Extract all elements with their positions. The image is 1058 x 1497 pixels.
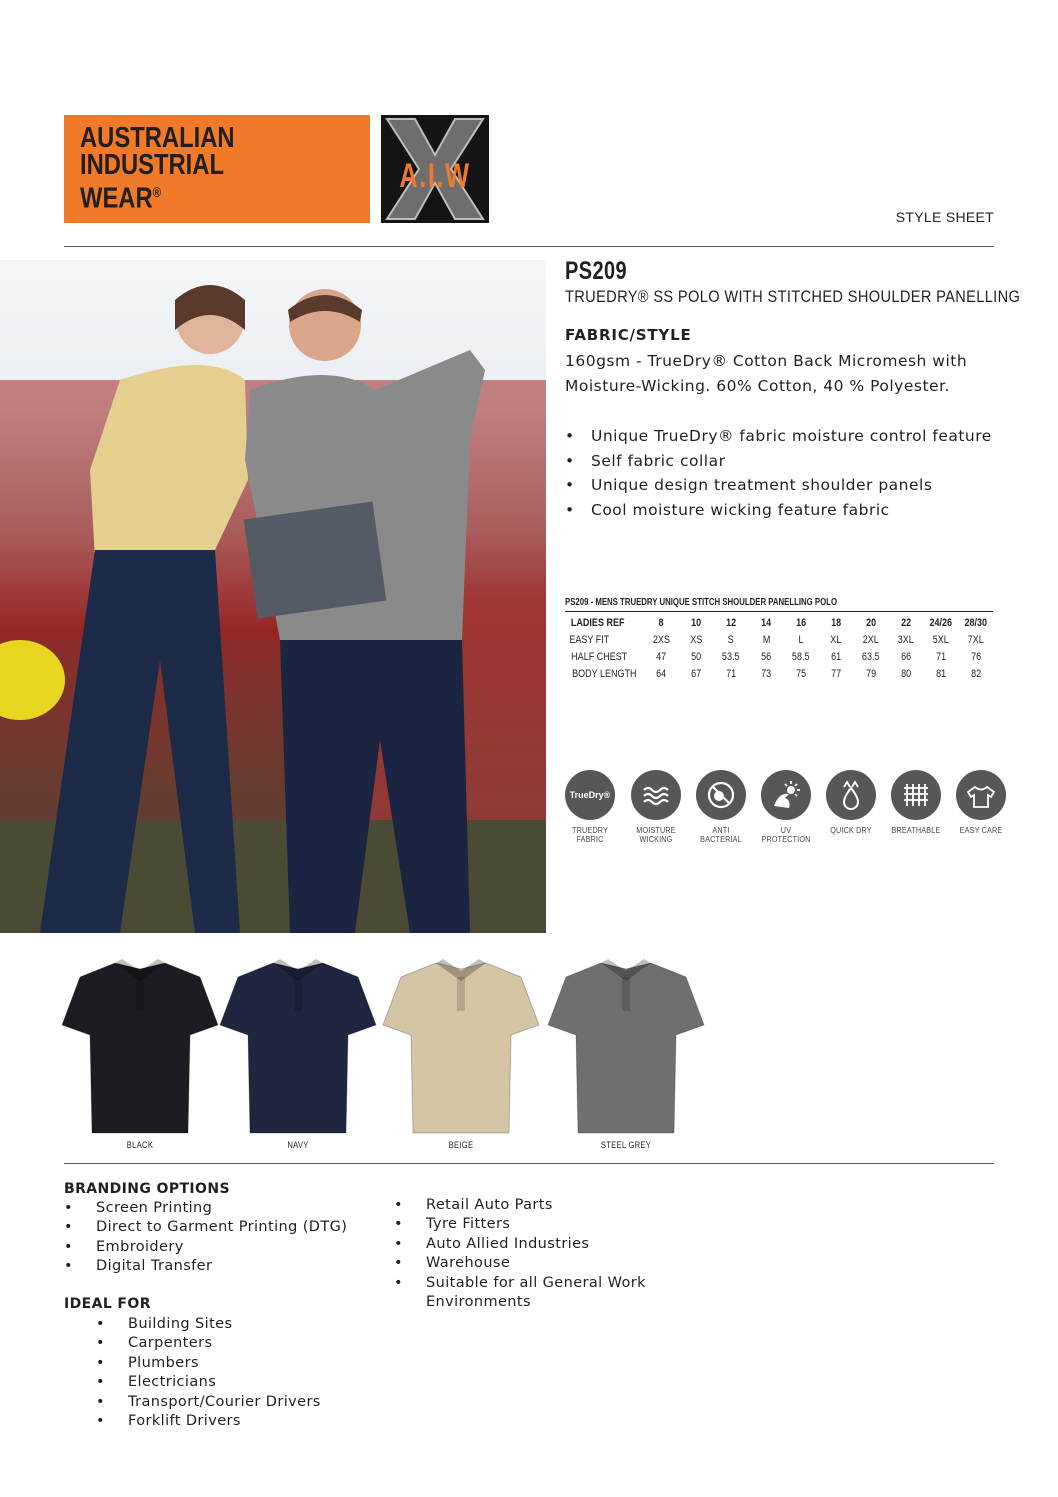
brand-name: AUSTRALIAN INDUSTRIAL WEAR®: [80, 122, 235, 215]
size-cell: 79: [866, 667, 877, 680]
size-cell: 61: [831, 650, 842, 663]
size-row-label: HALF CHEST: [571, 650, 628, 663]
anti-bacterial-icon: [696, 770, 746, 820]
size-cell: 56: [761, 650, 772, 663]
size-cell: XS: [690, 633, 703, 646]
colour-label: BLACK: [126, 1140, 154, 1150]
uv-protection-icon: [761, 770, 811, 820]
ideal-for-item: • Building Sites: [96, 1315, 321, 1334]
size-cell: 63.5: [862, 650, 880, 663]
easy-care-icon: [956, 770, 1006, 820]
size-row-label: LADIES REF: [570, 616, 625, 629]
feature-icons: [557, 770, 1017, 850]
size-cell: M: [762, 633, 770, 646]
ideal-for-item: • Forklift Drivers: [96, 1412, 321, 1431]
doc-type-label: STYLE SHEET: [895, 209, 994, 225]
feature-item: • Cool moisture wicking feature fabric: [565, 498, 992, 523]
size-cell: 20: [866, 616, 877, 629]
size-row-label: BODY LENGTH: [572, 667, 637, 680]
size-cell: 2XS: [652, 633, 670, 646]
polo-swatch-beige: [381, 955, 541, 1135]
size-cell: 81: [936, 667, 947, 680]
feature-item: • Self fabric collar: [565, 449, 992, 474]
size-cell: 47: [656, 650, 667, 663]
size-cell: 2XL: [863, 633, 880, 646]
colour-label: BEIGE: [448, 1140, 474, 1150]
uv-protection-badge: [753, 770, 819, 844]
size-cell: 24/26: [929, 616, 953, 629]
size-cell: 53.5: [722, 650, 740, 663]
fabric-heading: FABRIC/STYLE: [565, 326, 692, 344]
icon-label: MOISTURE WICKING: [636, 825, 676, 844]
size-cell: 80: [901, 667, 912, 680]
polo-swatch-black: [60, 955, 220, 1135]
size-cell: 7XL: [968, 633, 985, 646]
size-cell: 73: [761, 667, 772, 680]
branding-heading: BRANDING OPTIONS: [64, 1181, 230, 1197]
size-row-label: EASY FIT: [569, 633, 610, 646]
product-title: TRUEDRY® SS POLO WITH STITCHED SHOULDER PANELLING: [565, 287, 1021, 306]
ideal-for-item: • Plumbers: [96, 1354, 321, 1373]
quick-dry-badge: [818, 770, 884, 835]
icon-label: QUICK DRY: [830, 825, 872, 835]
truedry-fabric-badge: [557, 770, 623, 844]
size-cell: 64: [656, 667, 667, 680]
feature-item: • Unique TrueDry® fabric moisture control feature: [565, 424, 992, 449]
moisture-wicking-badge: [623, 770, 689, 844]
size-row: [565, 648, 994, 665]
moisture-wicking-icon: [631, 770, 681, 820]
branding-list: [64, 1199, 347, 1277]
ideal-for-item: • Transport/Courier Drivers: [96, 1393, 321, 1412]
ideal-for-list: [96, 1315, 321, 1431]
size-cell: 8: [658, 616, 664, 629]
ideal-for-list-more: [394, 1196, 654, 1312]
header-divider: [64, 246, 994, 247]
ideal-for-item: • Suitable for all General Work Environments: [394, 1274, 654, 1313]
size-row: [565, 665, 994, 682]
size-cell: 58.5: [792, 650, 810, 663]
product-code: PS209: [565, 257, 628, 285]
quick-dry-icon: [826, 770, 876, 820]
colours-divider: [64, 1163, 994, 1164]
icon-label: ANTI BACTERIAL: [700, 825, 742, 844]
colour-label: STEEL GREY: [600, 1140, 652, 1150]
breathable-icon: [891, 770, 941, 820]
size-cell: 5XL: [933, 633, 950, 646]
size-chart-title: PS209 - MENS TRUEDRY UNIQUE STITCH SHOULDER PANELLING POLO: [565, 597, 838, 608]
size-cell: 16: [796, 616, 807, 629]
aiw-logo: [381, 115, 489, 223]
branding-item: • Digital Transfer: [64, 1257, 347, 1276]
size-cell: 18: [831, 616, 842, 629]
ideal-for-item: • Retail Auto Parts: [394, 1196, 654, 1215]
ideal-for-item: • Warehouse: [394, 1254, 654, 1273]
size-cell: S: [728, 633, 735, 646]
icon-label: UV PROTECTION: [761, 825, 811, 844]
ideal-for-item: • Auto Allied Industries: [394, 1235, 654, 1254]
breathable-badge: [883, 770, 949, 835]
size-chart-divider: [565, 611, 993, 612]
size-cell: 77: [831, 667, 842, 680]
easy-care-badge: [948, 770, 1014, 835]
size-cell: 75: [796, 667, 807, 680]
size-row: [565, 631, 994, 648]
anti-bacterial-badge: [688, 770, 754, 844]
icon-label: EASY CARE: [959, 825, 1003, 835]
size-cell: 82: [971, 667, 982, 680]
branding-item: • Direct to Garment Printing (DTG): [64, 1218, 347, 1237]
size-cell: 66: [901, 650, 912, 663]
colour-label: NAVY: [287, 1140, 309, 1150]
ideal-for-item: • Electricians: [96, 1373, 321, 1392]
size-cell: 71: [726, 667, 737, 680]
fabric-description: 160gsm - TrueDry® Cotton Back Micromesh with Moisture-Wicking. 60% Cotton, 40 % Polyester.: [565, 352, 968, 395]
size-cell: 22: [901, 616, 912, 629]
feature-list: [565, 424, 992, 523]
icon-label: TRUEDRY FABRIC: [572, 825, 608, 844]
size-cell: 12: [726, 616, 737, 629]
brand-logo-box: [64, 115, 370, 223]
truedry-icon: TrueDry®: [565, 770, 615, 820]
size-row: [565, 614, 994, 631]
size-cell: 76: [971, 650, 982, 663]
ideal-for-item: • Carpenters: [96, 1334, 321, 1353]
size-cell: 50: [691, 650, 702, 663]
size-cell: 71: [936, 650, 947, 663]
hero-photo: [0, 260, 546, 933]
size-chart-table: [565, 614, 994, 682]
feature-item: • Unique design treatment shoulder panels: [565, 473, 992, 498]
aiw-logo-text: A.I.W: [399, 157, 471, 195]
branding-item: • Embroidery: [64, 1238, 347, 1257]
size-cell: 67: [691, 667, 702, 680]
size-cell: L: [798, 633, 804, 646]
branding-item: • Screen Printing: [64, 1199, 347, 1218]
size-cell: XL: [830, 633, 842, 646]
icon-label: BREATHABLE: [891, 825, 941, 835]
size-cell: 28/30: [964, 616, 988, 629]
polo-swatch-steel-grey: [546, 955, 706, 1135]
ideal-for-item: • Tyre Fitters: [394, 1215, 654, 1234]
polo-swatch-navy: [218, 955, 378, 1135]
size-cell: 10: [691, 616, 702, 629]
ideal-for-heading: IDEAL FOR: [64, 1296, 151, 1312]
size-cell: 14: [761, 616, 772, 629]
size-cell: 3XL: [898, 633, 915, 646]
